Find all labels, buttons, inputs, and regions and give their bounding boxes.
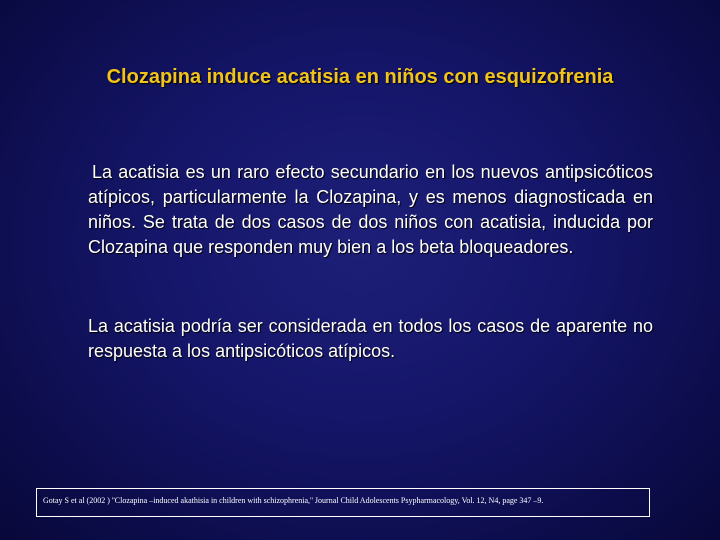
body-paragraph-1: La acatisia es un raro efecto secundario en los nuevos antipsicóticos atípicos, particularmente la Clozapina, y es menos diagnosticada en niños. Se trata de dos casos de dos niños con acatisia, inducida por Clozapina que responden muy bien a los beta bloqueadores.: [88, 162, 653, 257]
body-paragraph-2: La acatisia podría ser considerada en todos los casos de aparente no respuesta a los antipsicóticos atípicos.: [88, 316, 653, 361]
citation-box: [36, 488, 650, 517]
slide-title: Clozapina induce acatisia en niños con esquizofrenia: [106, 66, 614, 88]
citation-text: Gotay S et al (2002 ) ''Clozapina –induced akathisia in children with schizophrenia,'' Journal Child Adolescents Psypharmacology, Vol. 12, N4, page 347 –9.: [43, 496, 544, 505]
